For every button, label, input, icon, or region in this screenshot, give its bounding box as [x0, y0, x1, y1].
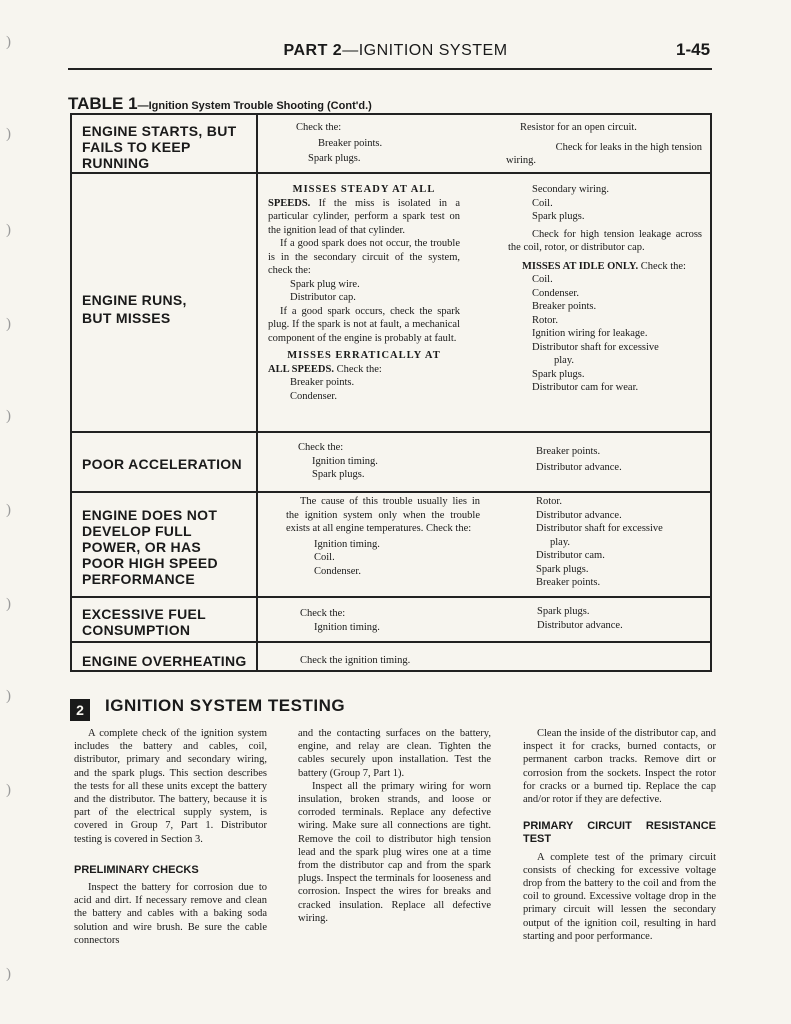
- body-paragraph: A complete test of the primary circuit consists of checking for excessive voltage drop from the battery to the coil and from the coil to ground. Excessive voltage drop in the primary circuit will lessen the secondary output of the ignition coil, resulting in hard starting and poor performance.: [523, 851, 716, 942]
- heading-text: MISSES AT IDLE ONLY.: [522, 260, 639, 272]
- category-line: CONSUMPTION: [82, 622, 191, 638]
- table-column-divider: [256, 113, 258, 672]
- category-line: ENGINE OVERHEATING: [82, 653, 247, 669]
- remedy-item: Check for leaks in the high tension: [555, 141, 702, 153]
- remedy-item: Secondary wiring.: [532, 184, 609, 195]
- check-item: Condenser.: [290, 390, 337, 402]
- check-item: Ignition timing.: [314, 538, 380, 550]
- trouble-category: [82, 653, 247, 669]
- check-intro: Check the:: [296, 122, 342, 133]
- remedy-item: Distributor cam.: [536, 550, 605, 561]
- remedy-item: Distributor advance.: [536, 509, 622, 521]
- binding-mark: ): [6, 596, 11, 612]
- misses-erratically-line: [268, 363, 460, 377]
- misses-idle-line: [508, 260, 702, 274]
- binding-mark: ): [6, 688, 11, 704]
- category-line: EXCESSIVE FUEL: [82, 606, 207, 622]
- remedy-item: Rotor.: [536, 496, 562, 507]
- check-item: Breaker points.: [318, 137, 383, 149]
- check-column: [300, 607, 500, 634]
- body-column-2: [298, 727, 491, 925]
- heading-text: ALL SPEEDS.: [268, 363, 334, 375]
- check-item: Spark plugs.: [308, 153, 361, 164]
- category-line: ENGINE RUNS,: [82, 292, 187, 308]
- check-item: Spark plugs.: [312, 469, 365, 480]
- body-paragraph: Inspect the battery for corrosion due to acid and dirt. If necessary remove and clean the battery and cables with a baking soda solution and wire brush. Be sure the cable connectors: [74, 882, 267, 946]
- table-title: [68, 94, 372, 114]
- binding-mark: ): [6, 502, 11, 518]
- check-intro: Check the ignition timing.: [300, 655, 411, 666]
- remedy-item: Distributor advance.: [537, 619, 623, 631]
- category-line: RUNNING: [82, 155, 150, 171]
- check-intro: Check the:: [300, 608, 346, 619]
- table-row-divider: [70, 172, 712, 174]
- remedy-item: Coil.: [532, 274, 553, 285]
- check-item: Distributor cap.: [290, 292, 356, 303]
- category-line: DEVELOP FULL: [82, 523, 192, 539]
- remedy-item: Distributor cam for wear.: [532, 382, 639, 393]
- check-column: [298, 441, 498, 482]
- paragraph-text: Check the:: [336, 363, 382, 375]
- check-column: [286, 495, 480, 578]
- remedy-item: Spark plugs.: [532, 211, 585, 222]
- category-line: FAILS TO KEEP: [82, 139, 191, 155]
- binding-mark: ): [6, 34, 11, 50]
- check-column: [268, 183, 460, 403]
- remedy-item: Ignition wiring for leakage.: [532, 328, 648, 339]
- check-item: Spark plug wire.: [290, 278, 360, 290]
- remedy-item: Breaker points.: [536, 446, 601, 457]
- header-rule: [68, 68, 712, 70]
- paragraph-text: If a good spark does not occur, the trouble is in the secondary circuit of the system, check the:: [268, 238, 460, 276]
- paragraph-text: If a good spark occurs, check the spark plug. If the spark is not at fault, a mechanical component of the engine is probably at fault.: [268, 305, 460, 344]
- remedy-column: [537, 605, 707, 632]
- remedy-item: wiring.: [506, 155, 537, 166]
- check-column: [300, 654, 600, 668]
- table-number: TABLE 1: [68, 94, 138, 113]
- remedy-item: Breaker points.: [532, 301, 597, 312]
- remedy-item: Condenser.: [532, 287, 579, 299]
- category-line: POWER, OR HAS: [82, 539, 202, 555]
- part-subtitle: —IGNITION SYSTEM: [342, 42, 508, 59]
- table-row-divider: [70, 641, 712, 643]
- paragraph-text: Check the:: [640, 260, 686, 272]
- body-paragraph: Inspect all the primary wiring for worn insulation, broken strands, and loose or corroded terminals. Replace any defective wiring. Make sure all connections are tight. Remove the coil to distributor high tension lead and the spark plug wires one at a time from the distributor cap and from the spark plugs. Inspect the terminals for looseness and corrosion. Inspect the wires for breaks and cracked insulation. Replace all defective wiring.: [298, 780, 491, 924]
- heading-text: MISSES ERRATICALLY AT: [287, 350, 441, 361]
- body-column-3: [523, 727, 716, 943]
- check-item: Ignition timing.: [314, 621, 380, 633]
- remedy-item: Spark plugs.: [532, 368, 585, 380]
- subsection-heading: PRIMARY CIRCUIT RESISTANCE TEST: [523, 820, 716, 846]
- check-item: Coil.: [314, 552, 335, 563]
- paragraph-text: Check for high tension leakage across the coil, rotor, or distributor cap.: [508, 228, 702, 253]
- remedy-item: Spark plugs.: [537, 606, 590, 617]
- remedy-item: Resistor for an open circuit.: [520, 122, 637, 133]
- body-paragraph: Clean the inside of the distributor cap, and inspect it for cracks, burned contacts, or permanent carbon tracks. Remove dirt or corrosion from the sockets. Inspect the rotor for cracks or a burned tip. Replace the cap and/or rotor if they are defective.: [523, 728, 716, 806]
- subsection-heading: PRELIMINARY CHECKS: [74, 863, 199, 876]
- page-header-title: [0, 42, 791, 60]
- trouble-category: [82, 456, 242, 472]
- category-line: POOR HIGH SPEED: [82, 555, 218, 571]
- binding-mark: ): [6, 126, 11, 142]
- table-row-divider: [70, 431, 712, 433]
- section-number-badge: 2: [70, 699, 90, 721]
- remedy-column: [506, 121, 702, 168]
- remedy-item: Breaker points.: [536, 577, 601, 588]
- binding-mark: ): [6, 408, 11, 424]
- category-line: ENGINE DOES NOT: [82, 507, 218, 523]
- category-line: PERFORMANCE: [82, 571, 195, 587]
- trouble-category: [82, 606, 206, 638]
- remedy-item: Distributor advance.: [536, 461, 622, 473]
- binding-mark: ): [6, 966, 11, 982]
- remedy-column: [536, 495, 706, 590]
- misses-steady-heading: [268, 183, 460, 197]
- check-intro: Check the:: [298, 442, 344, 453]
- heading-text: SPEEDS.: [268, 197, 311, 209]
- category-line: ENGINE STARTS, BUT: [82, 123, 237, 139]
- remedy-item: Rotor.: [532, 314, 558, 326]
- misses-steady-para: [268, 197, 460, 238]
- paragraph-text: The cause of this trouble usually lies in the ignition system only when the trouble exists at all engine temperatures. Check the:: [286, 496, 480, 534]
- paragraph-text: If the miss is isolated in a particular cylinder, perform a spark test on the ignition lead of that cylinder.: [268, 197, 461, 236]
- category-line: BUT MISSES: [82, 310, 171, 326]
- body-column-1: [74, 727, 267, 947]
- table-caption: —Ignition System Trouble Shooting (Cont'd.): [137, 100, 372, 112]
- heading-text: MISSES STEADY AT ALL: [292, 184, 436, 195]
- check-item: Condenser.: [314, 565, 361, 577]
- trouble-category: [82, 123, 236, 171]
- remedy-item: play.: [554, 355, 575, 366]
- section-title: IGNITION SYSTEM TESTING: [105, 696, 346, 715]
- binding-mark: ): [6, 316, 11, 332]
- body-paragraph: A complete check of the ignition system includes the battery and cables, coil, distributor, primary and secondary wiring, and the spark plugs. This section describes the tests for all these units except the battery and the distributor. The battery, because it is part of the electrical supply system, is covered in Group 7, Part 1. Distributor testing is covered in Section 3.: [74, 728, 267, 845]
- remedy-item: Distributor shaft for excessive: [532, 341, 659, 353]
- part-label: PART 2: [283, 42, 343, 59]
- category-line: POOR ACCELERATION: [82, 456, 242, 472]
- trouble-category: [82, 292, 187, 326]
- check-item: Ignition timing.: [312, 455, 378, 467]
- page-number: 1-45: [676, 40, 711, 59]
- check-column: [296, 121, 496, 166]
- body-paragraph: and the contacting surfaces on the battery, engine, and relay are clean. Tighten the cables securely upon installation. Test the battery (Group 7, Part 1).: [298, 728, 491, 779]
- remedy-item: Coil.: [532, 197, 553, 209]
- remedy-item: Distributor shaft for excessive: [536, 523, 663, 534]
- trouble-category: [82, 507, 218, 587]
- remedy-column: [536, 445, 706, 474]
- remedy-column: [508, 183, 702, 395]
- binding-mark: ): [6, 782, 11, 798]
- remedy-item: play.: [550, 536, 571, 548]
- misses-erratically-heading: [268, 349, 460, 363]
- check-item: Breaker points.: [290, 377, 355, 388]
- table-row-divider: [70, 491, 712, 493]
- table-row-divider: [70, 596, 712, 598]
- remedy-item: Spark plugs.: [536, 563, 589, 575]
- binding-mark: ): [6, 222, 11, 238]
